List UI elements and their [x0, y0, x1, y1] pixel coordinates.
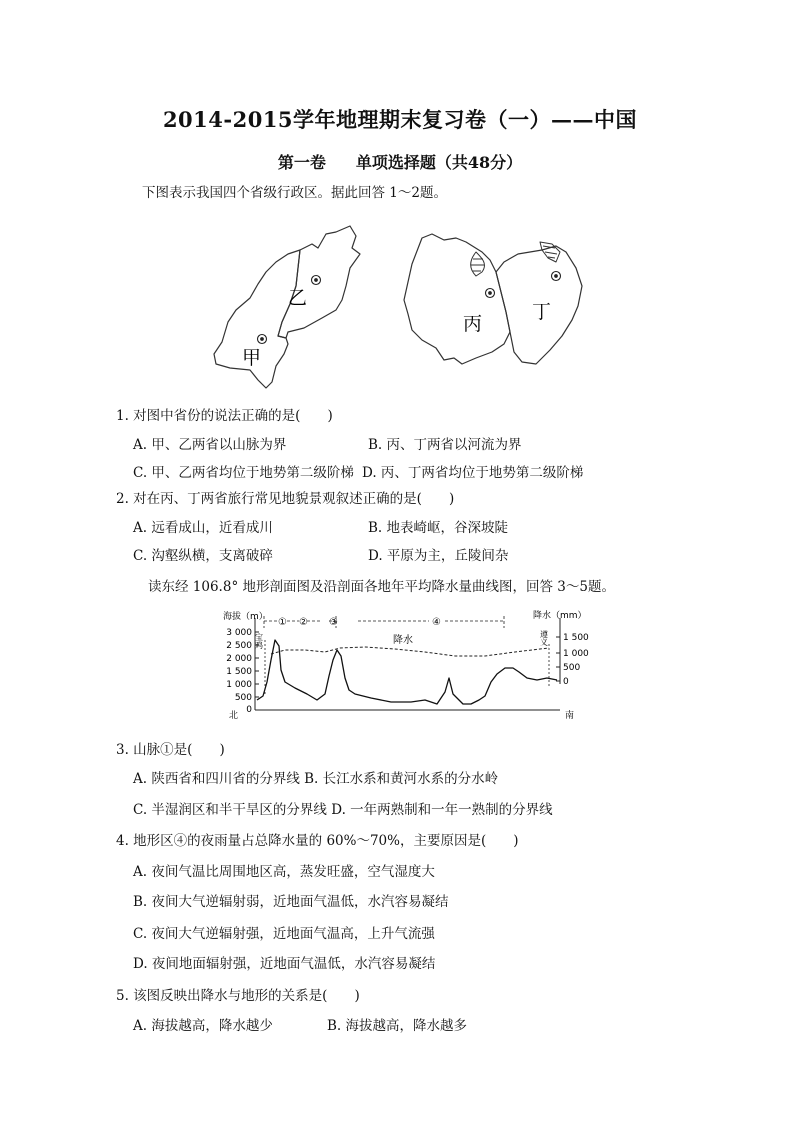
intro-2: 读东经 106.8° 地形剖面图及沿剖面各地年平均降水量曲线图，回答 3～5题。 — [148, 579, 615, 595]
wall-marker-left — [471, 252, 485, 276]
province-map-figure — [200, 212, 600, 397]
q1-option-a: A. 甲、乙两省以山脉为界 — [133, 437, 287, 453]
q5-option-a: A. 海拔越高，降水越少 — [133, 1018, 273, 1034]
q4-option-d: D. 夜间地面辐射强，近地面气温低，水汽容易凝结 — [133, 956, 436, 972]
zone-2: ② — [299, 617, 308, 628]
q5-stem: 5. 该图反映出降水与地形的关系是( ) — [116, 988, 360, 1004]
q4-option-c: C. 夜间大气逆辐射强，近地面气温高，上升气流强 — [133, 926, 435, 942]
left-tick: 0 — [246, 705, 252, 715]
label-jia: 甲 — [242, 347, 262, 369]
left-tick: 3 000 — [226, 628, 252, 638]
section-part: 第一卷 — [277, 153, 326, 172]
q4-option-a: A. 夜间气温比周围地区高，蒸发旺盛，空气湿度大 — [133, 864, 435, 880]
section-heading — [0, 150, 800, 173]
zone-1: ① — [278, 617, 287, 628]
q3-options-cd: C. 半湿润区和半干旱区的分界线 D. 一年两熟制和一年一熟制的分界线 — [133, 802, 553, 818]
q5-option-b: B. 海拔越高，降水越多 — [327, 1018, 468, 1034]
right-tick: 1 500 — [563, 633, 589, 643]
rain-label: 降水 — [393, 635, 413, 646]
q1-option-d: D. 丙、丁两省均位于地势第二级阶梯 — [362, 465, 584, 481]
left-axis-label: 海拔（m） — [223, 612, 268, 622]
q3-options-ab: A. 陕西省和四川省的分界线 B. 长江水系和黄河水系的分水岭 — [133, 771, 499, 787]
label-bing: 丙 — [463, 313, 483, 335]
precipitation-curve — [271, 647, 549, 656]
q2-option-b: B. 地表崎岖，谷深坡陡 — [368, 520, 509, 536]
south-label: 南 — [565, 711, 575, 721]
city-south: 遵义 — [539, 630, 549, 646]
q1-option-c: C. 甲、乙两省均位于地势第二级阶梯 — [133, 465, 354, 481]
left-tick: 2 000 — [226, 654, 252, 664]
terrain-profile-diagram — [215, 604, 600, 724]
north-label: 北 — [229, 711, 239, 721]
q1-option-b: B. 丙、丁两省以河流为界 — [368, 437, 522, 453]
zone-3: ③ — [329, 617, 338, 628]
label-ding: 丁 — [532, 301, 552, 323]
zone-4: ④ — [432, 617, 441, 628]
province-bing-outline — [404, 234, 510, 364]
wall-marker-right — [540, 242, 560, 262]
section-name: 单项选择题（共48分） — [355, 153, 523, 172]
q2-option-a: A. 远看成山，近看成川 — [133, 520, 273, 536]
q2-stem: 2. 对在丙、丁两省旅行常见地貌景观叙述正确的是( ) — [116, 491, 455, 507]
q3-stem: 3. 山脉①是( ) — [116, 742, 225, 758]
right-tick: 1 000 — [563, 649, 589, 659]
label-yi: 乙 — [288, 287, 308, 309]
right-tick: 500 — [563, 663, 581, 673]
left-tick: 500 — [234, 693, 252, 703]
left-tick: 1 000 — [226, 680, 252, 690]
q1-stem: 1. 对图中省份的说法正确的是( ) — [116, 408, 333, 424]
q4-option-b: B. 夜间大气逆辐射弱，近地面气温低，水汽容易凝结 — [133, 894, 449, 910]
intro-1: 下图表示我国四个省级行政区。据此回答 1～2题。 — [142, 185, 447, 201]
left-tick: 2 500 — [226, 641, 252, 651]
province-yi-outline — [278, 226, 360, 338]
left-tick: 1 500 — [226, 667, 252, 677]
right-tick: 0 — [563, 677, 569, 687]
page-title: 2014-2015学年地理期末复习卷（一）——中国 — [162, 107, 638, 132]
q2-option-d: D. 平原为主，丘陵间杂 — [368, 548, 509, 564]
q2-option-c: C. 沟壑纵横，支离破碎 — [133, 548, 273, 564]
right-axis-label: 降水（mm） — [533, 611, 587, 621]
city-north: 宝鸡 — [254, 633, 264, 649]
q4-stem: 4. 地形区④的夜雨量占总降水量的 60%～70%，主要原因是( ) — [116, 833, 519, 849]
